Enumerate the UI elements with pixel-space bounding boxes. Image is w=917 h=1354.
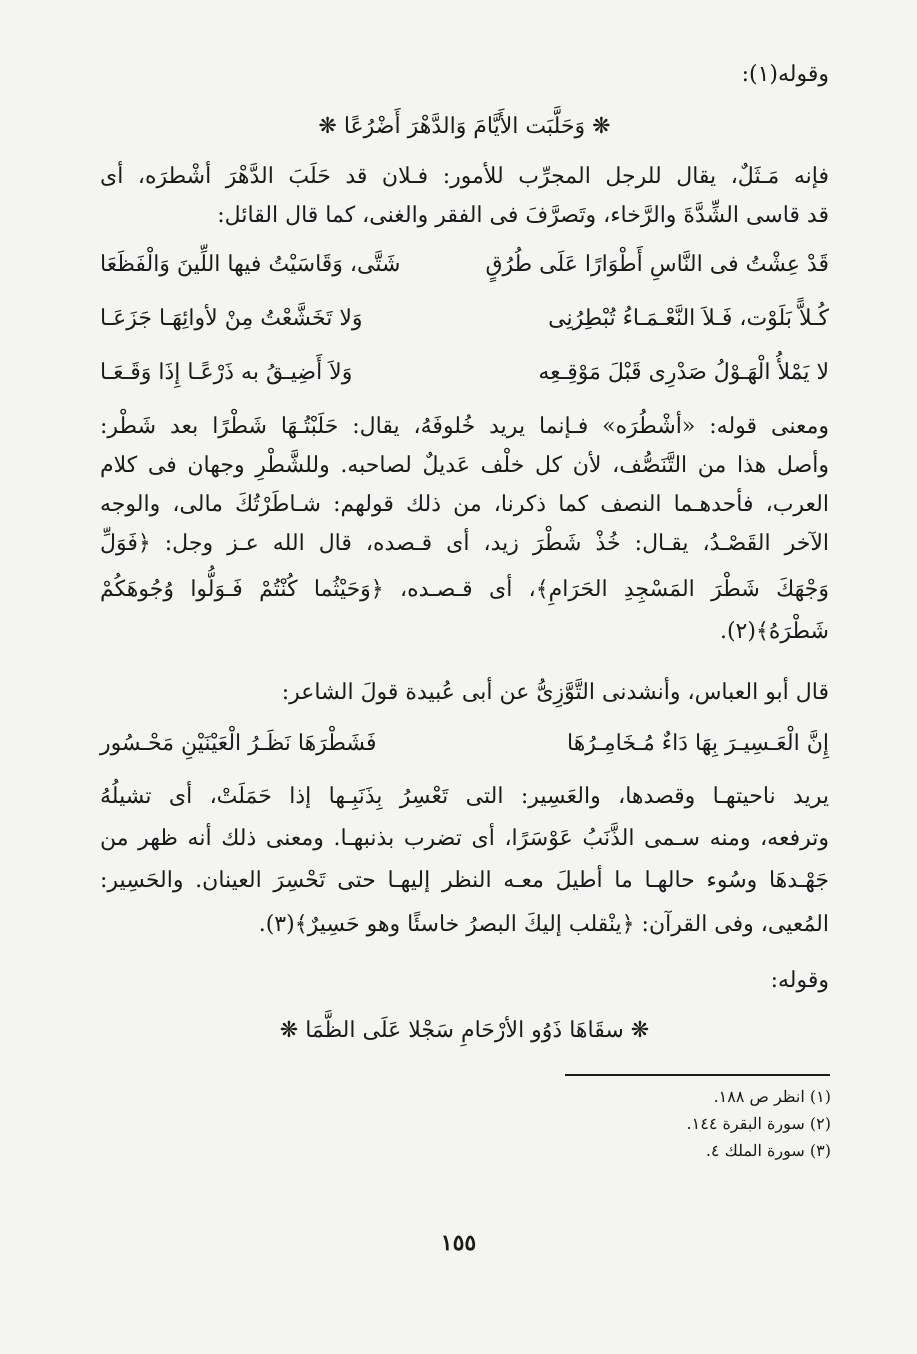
poem-2-verse <box>100 727 829 761</box>
hemistich-left: شَتَّى، وَقَاسَيْتُ فيها اللِّينَ وَالْفَظَعَا <box>100 252 401 277</box>
footnote-1: (١) انظر ص ١٨٨. <box>713 1087 831 1106</box>
intro-line: وقوله(١): <box>741 62 829 87</box>
paragraph-4-line-3: جَهْـدهَا وسُوء حالهـا ما أطيلَ معـه النظر إليهـا حتى تَحْسِرَ العينان. والحَسِير: <box>100 868 829 893</box>
paragraph-3: قال أبو العباس، وأنشدنى التَّوَّزِىُّ عن أبى عُبيدة قولَ الشاعر: <box>281 680 829 705</box>
paragraph-2-line-2: وأصل هذا من التَّنَصُّف، لأن كل خلْف عَديلٌ لصاحبه. وللشَّطْرِ وجهان فى كلام <box>100 453 829 478</box>
poem-1-verse-1 <box>100 248 829 282</box>
paragraph-4-line-1: يريد ناحيتهـا وقصدها، والعَسِير: التى تَعْسِرُ بِذَنَبِـها إذا حَمَلَتْ، أى تشيلُهُ <box>100 784 829 809</box>
paragraph-5: وقوله: <box>770 968 829 993</box>
hemistich-left: وَلاَ أَضِيـقُ به ذَرْعًـا إِذَا وَقَـعَـا <box>100 360 353 385</box>
poem-1-verse-3 <box>100 356 829 390</box>
page-number: ١٥٥ <box>440 1230 477 1256</box>
paragraph-4-line-4: المُعيى، وفى القرآن: ﴿ينْقلب إليكَ البصرُ خاسئًا وهو حَسِيرٌ﴾(٣). <box>258 912 829 937</box>
hemistich-right: كُـلاًّ بَلَوْت، فَـلاَ النَّعْـمَـاءُ تُبْطِرُنِى <box>548 306 829 331</box>
hemistich-right: إِنَّ الْعَـسِيـرَ بِهَا دَاءٌ مُـخَامِـرُهَا <box>567 731 829 756</box>
paragraph-2-line-1: ومعنى قوله: «أشْطُرَه» فـإنما يريد خُلوفَهُ، يقال: حَلَبْتُـهَا شَطْرًا بعد شَطْر: <box>100 414 829 439</box>
hemistich-right: لا يَمْلأُ الْهَـوْلُ صَدْرِى قَبْلَ مَوْقِـعِه <box>538 360 829 385</box>
paragraph-2-line-3: العرب، فأحدهـما النصف كما ذكرنا، من ذلك قولهم: شـاطَرْتُكَ مالى، والوجه <box>100 492 829 517</box>
paragraph-2-line-6: شَطْرَهُ﴾(٢). <box>719 619 829 644</box>
hemistich-left: فَشَطْرَهَا نَظَـرُ الْعَيْنَيْنِ مَحْـسُور <box>100 731 377 756</box>
footnote-3: (٣) سورة الملك ٤. <box>705 1141 831 1160</box>
footnote-divider <box>565 1074 830 1076</box>
hemistich-left: وَلا تَخَشَّعْتُ مِنْ لأوائِهَـا جَزَعَـا <box>100 306 363 331</box>
paragraph-2-line-4: الآخر القَصْـدُ، يقـال: خُذْ شَطْرَ زيد، أى قـصده، قال الله عـز وجل: ﴿فَوَلِّ <box>100 531 829 556</box>
poem-1-verse-2 <box>100 302 829 336</box>
paragraph-2-line-5: وَجْهَكَ شَطْرَ المَسْجِدِ الحَرَامِ﴾، أى قـصـده، ﴿وَحَيْثُما كُنْتُمْ فَـوَلُّوا وُجُوهَكُمْ <box>100 577 829 602</box>
paragraph-4-line-2: وترفعه، ومنه سـمى الذَّنَبُ عَوْسَرًا، أى تضرب بذنبهـا. ومعنى ذلك أنه ظهر من <box>100 826 829 851</box>
verse-fragment-1: ❋ وَحَلَّبَت الأَيَّامَ وَالدَّهْرَ أَضْرُعًا ❋ <box>318 114 611 139</box>
paragraph-1-line-1: فإنه مَـثَلٌ، يقال للرجل المجرِّب للأمور: فـلان قد حَلَبَ الدَّهْرَ أشْطرَه، أى <box>100 164 829 189</box>
footnote-2: (٢) سورة البقرة ١٤٤. <box>686 1114 831 1133</box>
verse-fragment-2: ❋ سقَاهَا ذَوُو الأرْحَامِ سَجْلا عَلَى الظَّمَا ❋ <box>279 1018 650 1043</box>
hemistich-right: قَدْ عِشْتُ فى النَّاسِ أَطْوَارًا عَلَى طُرُقٍ <box>485 252 829 277</box>
paragraph-1-line-2: قد قاسى الشِّدَّةَ والرَّخاء، وتَصرَّفَ فى الفقر والغنى، كما قال القائل: <box>217 203 829 228</box>
